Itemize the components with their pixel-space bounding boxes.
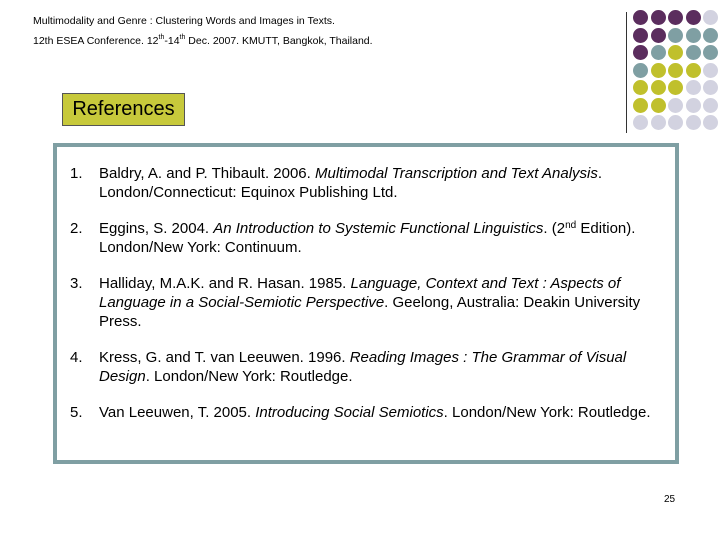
decorative-dot [633,10,648,25]
decorative-dot [668,98,683,113]
reference-number: 1. [70,165,83,182]
decorative-dot [633,63,648,78]
header-line-1: Multimodality and Genre : Clustering Words and Images in Texts. [33,15,335,27]
reference-number: 5. [70,404,83,421]
decorative-dot [686,115,701,130]
reference-item: 5. Van Leeuwen, T. 2005. Introducing Social Semiotics. London/New York: Routledge. [70,404,651,421]
decorative-dot [686,45,701,60]
decorative-dot [686,63,701,78]
decorative-dot [703,10,718,25]
decorative-dot [703,45,718,60]
decorative-dot [686,98,701,113]
reference-item: 1. Baldry, A. and P. Thibault. 2006. Multimodal Transcription and Text Analysis. London/Connecticut: Equinox Publishing Ltd. [70,165,603,201]
reference-number: 2. [70,220,83,237]
decorative-dot [703,80,718,95]
decorative-dot [686,10,701,25]
references-title: References [62,93,185,126]
decorative-dot [651,28,666,43]
decorative-dot [703,98,718,113]
decorative-dot [651,45,666,60]
decorative-dot [668,63,683,78]
decorative-dot [668,80,683,95]
vertical-divider [626,12,627,133]
decorative-dot [633,45,648,60]
decorative-dot [651,63,666,78]
references-list [70,164,670,439]
decorative-dot [686,80,701,95]
decorative-dot [668,28,683,43]
decorative-dot [633,98,648,113]
decorative-dot [633,80,648,95]
decorative-dot [633,115,648,130]
decorative-dot [686,28,701,43]
reference-title: Introducing Social Semiotics [255,404,444,421]
reference-item: 4. Kress, G. and T. van Leeuwen. 1996. Reading Images : The Grammar of Visual Design. London/New York: Routledge. [70,349,627,385]
decorative-dot [703,115,718,130]
reference-title: Reading Images : The Grammar of Visual Design [99,349,627,385]
reference-number: 3. [70,275,83,292]
decorative-dot [651,98,666,113]
decorative-dot [651,115,666,130]
reference-number: 4. [70,349,83,366]
header-line-2: 12th ESEA Conference. 12th-14th Dec. 2007. KMUTT, Bangkok, Thailand. [33,34,373,47]
decorative-dot [703,28,718,43]
decorative-dot [668,10,683,25]
decorative-dot [668,115,683,130]
decorative-dot [668,45,683,60]
decorative-dot [651,10,666,25]
reference-title: An Introduction to Systemic Functional Linguistics [213,220,544,237]
decorative-dot [651,80,666,95]
reference-item: 3. Halliday, M.A.K. and R. Hasan. 1985. Language, Context and Text : Aspects of Language in a Social-Semiotic Perspective. Geelong, Australia: Deakin University Press. [70,275,641,330]
reference-title: Language, Context and Text : Aspects of Language in a Social-Semiotic Perspective [99,275,621,311]
slide-header [33,11,373,51]
decorative-dot [633,28,648,43]
reference-item: 2. Eggins, S. 2004. An Introduction to Systemic Functional Linguistics. (2nd Edition). London/New York: Continuum. [70,220,636,256]
decorative-dot [703,63,718,78]
page-number: 25 [664,494,676,505]
reference-title: Multimodal Transcription and Text Analysis [314,165,598,182]
